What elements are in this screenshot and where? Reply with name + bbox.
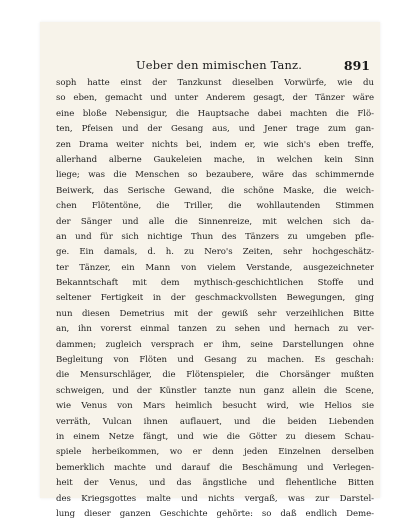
- body-text: [56, 76, 374, 522]
- text-line: ge. Ein damals, d. h. zu Nero's Zeiten, sehr hochgeschätz-: [56, 247, 374, 258]
- text-line: Bekanntschaft mit dem mythisch-geschichtlichen Stoffe und: [56, 278, 374, 289]
- text-line: nun diesen Demetrius mit der gewiß sehr verzeihlichen Bitte: [56, 308, 374, 319]
- running-title: Ueber den mimischen Tanz.: [136, 58, 303, 72]
- text-line: an, ihn vorerst einmal tanzen zu sehen und hernach zu ver-: [56, 324, 374, 335]
- text-line: an und für sich nichtige Thun des Tänzers zu umgeben pfle-: [56, 231, 374, 242]
- text-line: in einem Netze fängt, und wie die Götter zu diesem Schau-: [56, 431, 374, 442]
- text-line: ter Tänzer, ein Mann von vielem Verstande, ausgezeichneter: [56, 262, 374, 273]
- text-line: seltener Fertigkeit in der geschmackvollsten Bewegungen, ging: [56, 293, 374, 304]
- text-line: schweigen, und der Künstler tanzte nun ganz allein die Scene,: [56, 385, 374, 396]
- text-line: allerhand alberne Gaukeleien mache, in welchen kein Sinn: [56, 154, 374, 165]
- page-number: 891: [343, 58, 370, 73]
- text-line: bemerklich machte und darauf die Beschämung und Verlegen-: [56, 462, 374, 473]
- text-line: die Mensurschläger, die Flötenspieler, die Chorsänger mußten: [56, 370, 374, 381]
- text-line: heit der Venus, und das ängstliche und flehentliche Bitten: [56, 478, 374, 489]
- running-header: [56, 58, 376, 74]
- text-line: soph hatte einst der Tanzkunst dieselben Vorwürfe, wie du: [56, 78, 374, 88]
- text-line: verräth, Vulcan ihnen auflauert, und die beiden Liebenden: [56, 416, 374, 427]
- text-line: liege; was die Menschen so bezaubere, wäre das schimmernde: [56, 170, 374, 181]
- text-line: der Sänger und alle die Sinnenreize, mit welchen sich da-: [56, 216, 374, 227]
- text-line: Begleitung von Flöten und Gesang zu machen. Es geschah:: [56, 355, 374, 366]
- text-line: dammen; zugleich versprach er ihm, seine Darstellungen ohne: [56, 339, 374, 350]
- text-line: des Kriegsgottes malte und nichts vergaß, was zur Darstel-: [56, 493, 374, 504]
- text-line: wie Venus von Mars heimlich besucht wird, wie Helios sie: [56, 401, 374, 412]
- text-line: Beiwerk, das Serische Gewand, die schöne Maske, die weich-: [56, 185, 374, 196]
- text-line: lung dieser ganzen Geschichte gehörte: so daß endlich Deme-: [56, 508, 374, 519]
- text-line: ten, Pfeisen und der Gesang aus, und Jener trage zum gan-: [56, 124, 374, 135]
- text-line: so eben, gemacht und unter Anderem gesagt, der Tänzer wäre: [56, 93, 374, 104]
- text-line: chen Flötentöne, die Triller, die wohllautenden Stimmen: [56, 201, 374, 212]
- text-line: zen Drama weiter nichts bei, indem er, wie sich's eben treffe,: [56, 139, 374, 150]
- text-line: eine bloße Nebensigur, die Hauptsache dabei machten die Flö-: [56, 108, 374, 119]
- text-line: spiele herbeikommen, wo er denn jeden Einzelnen derselben: [56, 447, 374, 458]
